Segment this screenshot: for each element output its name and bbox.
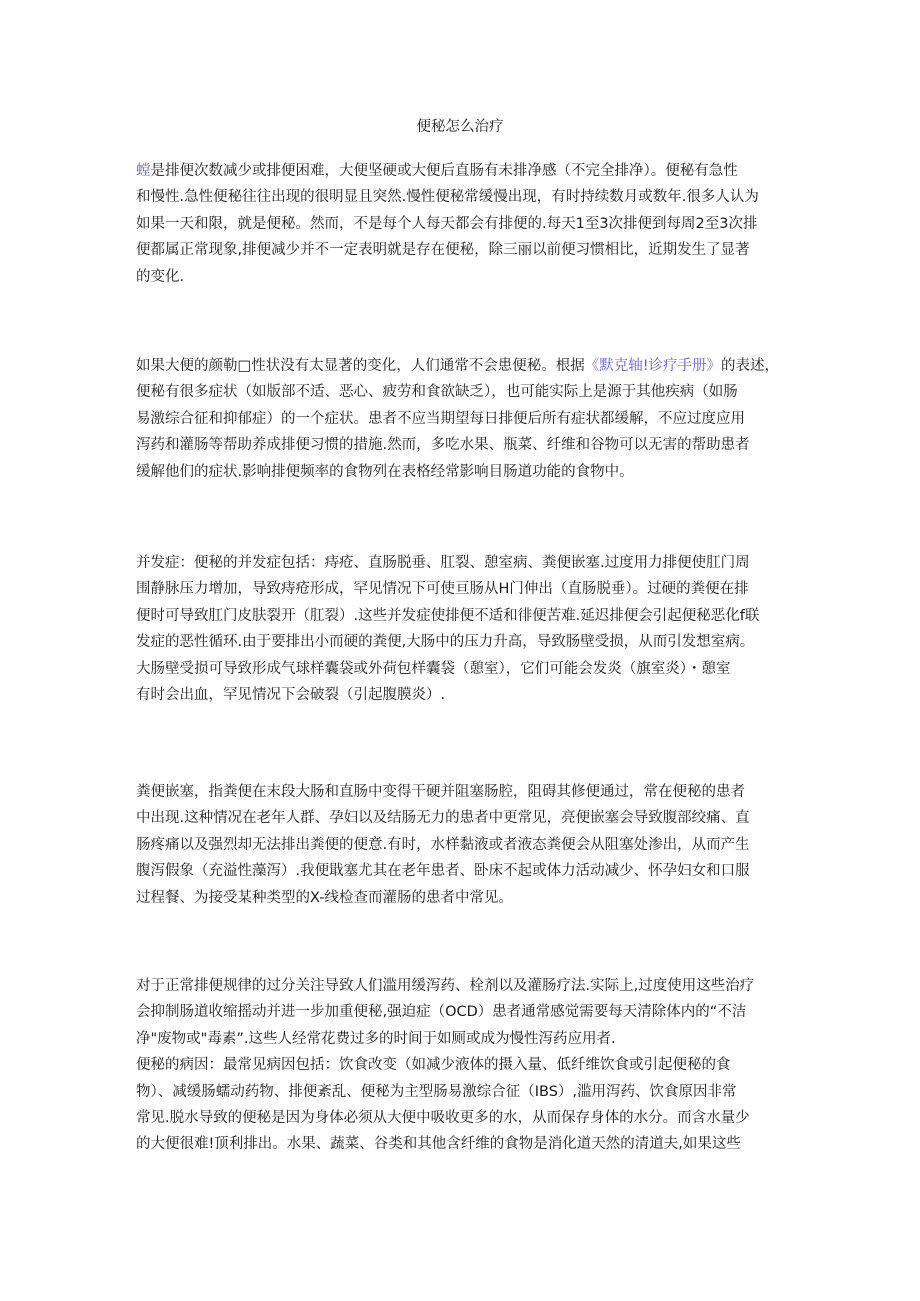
text-fragment: 的表述， bbox=[721, 358, 780, 374]
text-line: 的变化. bbox=[136, 268, 185, 285]
text-line: 并发症：便秘的并发症包括：痔疮、直肠脱垂、肛裂、憩室病、粪便嵌塞.过度用力排便使肛门周 bbox=[136, 555, 750, 571]
text-line: 粪便嵌塞，指粪便在末段大肠和直肠中变得干硬并阻塞肠腔，阻碍其修便通过，常在便秘的患者 bbox=[136, 784, 745, 800]
paragraph-causes bbox=[136, 973, 788, 1158]
text-line: 腹泻假象（充溢性藻泻）.我便戢塞尤其在老年患者、卧床不起或体力活动减少、怀孕妇女和口服 bbox=[136, 863, 750, 880]
text-line: 便秘的病因：最常见病因包括：饮食改变（如减少液体的摄入量、低纤维饮食或引起便秘的食 bbox=[136, 1057, 731, 1074]
text-line: 净"废物或"毒素”.这些人经常花费过多的时间于如厕或成为慢性泻药应用者. bbox=[136, 1030, 616, 1047]
text-line: 便秘有很多症状（如版部不适、恶心、疲劳和食欲缺乏），也可能实际上是源于其他疾病（如肠 bbox=[136, 384, 738, 401]
text-line: 有时会出血，罕见情况下会破裂（引起腹膜炎）. bbox=[136, 687, 446, 704]
highlighted-term: 螳 bbox=[136, 163, 151, 179]
text-line: 便都属正常现象,排便减少并不一定表明就是存在便秘，除三丽以前便习惯相比，近期发生了显著 bbox=[136, 242, 750, 259]
paragraph-impaction bbox=[136, 779, 788, 911]
text-line bbox=[136, 353, 788, 379]
text-line: 发症的恶性循环.由于要排出小而硬的粪便,大肠中的压力升高，导致肠壁受损，从而引发想室病。 bbox=[136, 634, 755, 651]
text-line: 大肠壁受损可导致形成气球样囊袋或外荷包样囊袋（憩室），它们可能会发炎（旗室炎）・憩室 bbox=[136, 660, 731, 677]
text-line: 和慢性.急性便秘往往出现的很明显且突然.慢性便秘常缓慢出现，有时持续数月或数年.很多人认为 bbox=[136, 189, 759, 206]
paragraph-complications bbox=[136, 550, 788, 708]
text-line: 物）、减缓肠蠕动药物、排便紊乱、便秘为主型肠易激综合征（IBS）,滥用泻药、饮食原因非常 bbox=[136, 1083, 737, 1100]
text-line: 常见.脱水导致的便秘是因为身体必须从大便中吸收更多的水，从而保存身体的水分。而含水量少 bbox=[136, 1110, 750, 1127]
paragraph-definition bbox=[136, 158, 788, 290]
text-line: 的大便很难!顶利排出。水果、蔬菜、谷类和其他含纤维的食物是消化道天然的清道夫,如果这些 bbox=[136, 1136, 741, 1153]
document-title: 便秘怎么治疗 bbox=[416, 119, 504, 135]
text-line: 肠疼痛以及强烈却无法排出粪便的便意.有时，水样黏液或者液态粪便会从阻塞处渗出，从而产生 bbox=[136, 836, 750, 853]
text-fragment: 是排便次数减少或排便困难，大便坚硬或大便后直肠有未排净感（不完全排净）。便秘有急性 bbox=[150, 163, 738, 179]
paragraph-symptoms bbox=[136, 353, 788, 485]
text-line bbox=[136, 158, 788, 184]
text-line: 易激综合征和抑郁症）的一个症状。患者不应当期望每日排便后所有症状都缓解，不应过度应用 bbox=[136, 410, 745, 427]
text-line: 如果一天和限，就是便秘。然而，不是每个人每天都会有排便的.每天1至3次排便到每周2至3次排 bbox=[136, 215, 758, 232]
text-line: 便时可导致肛门皮肤裂开（肛裂）.这些并发症使排便不适和徘便苦难.延迟排便会引起便秘恶化f联 bbox=[136, 607, 760, 624]
text-line: 会抑制肠道收缩摇动并进一步加重便秘,强迫症（OCD）患者通常感觉需要每天清除体内的“不洁 bbox=[136, 1004, 747, 1021]
text-line: 中出现.这种情况在老年人群、孕妇以及结肠无力的患者中更常见，亮便嵌塞会导致腹部绞痛、直 bbox=[136, 810, 750, 827]
text-line: 泻药和灌肠等帮助养成排便习惯的措施.然而，多吃水果、瓶菜、纤维和谷物可以无害的帮助患者 bbox=[136, 437, 750, 454]
text-line: 缓解他们的症状.影响排便频率的食物列在表格经常影响目肠道功能的食物中。 bbox=[136, 463, 634, 480]
text-line: 对于正常排便规律的过分关注导致人们滥用缓泻药、栓剂以及灌肠疗法.实际上,过度使用这些治疗 bbox=[136, 978, 755, 994]
text-line: 过程餐、为接受某种类型的X-线检查而灌肠的患者中常见。 bbox=[136, 889, 513, 906]
manual-link[interactable]: 《默克轴!诊疗手册》 bbox=[584, 358, 722, 374]
text-fragment: 如果大便的颜勒□性状没有太显著的变化，人们通常不会患便秘。根据 bbox=[136, 358, 585, 374]
text-line: 围静脉压力增加，导致痔疮形成，罕见情况下可使亘肠从H门伸出（直肠脱垂）。过硬的粪便在排 bbox=[136, 581, 749, 598]
